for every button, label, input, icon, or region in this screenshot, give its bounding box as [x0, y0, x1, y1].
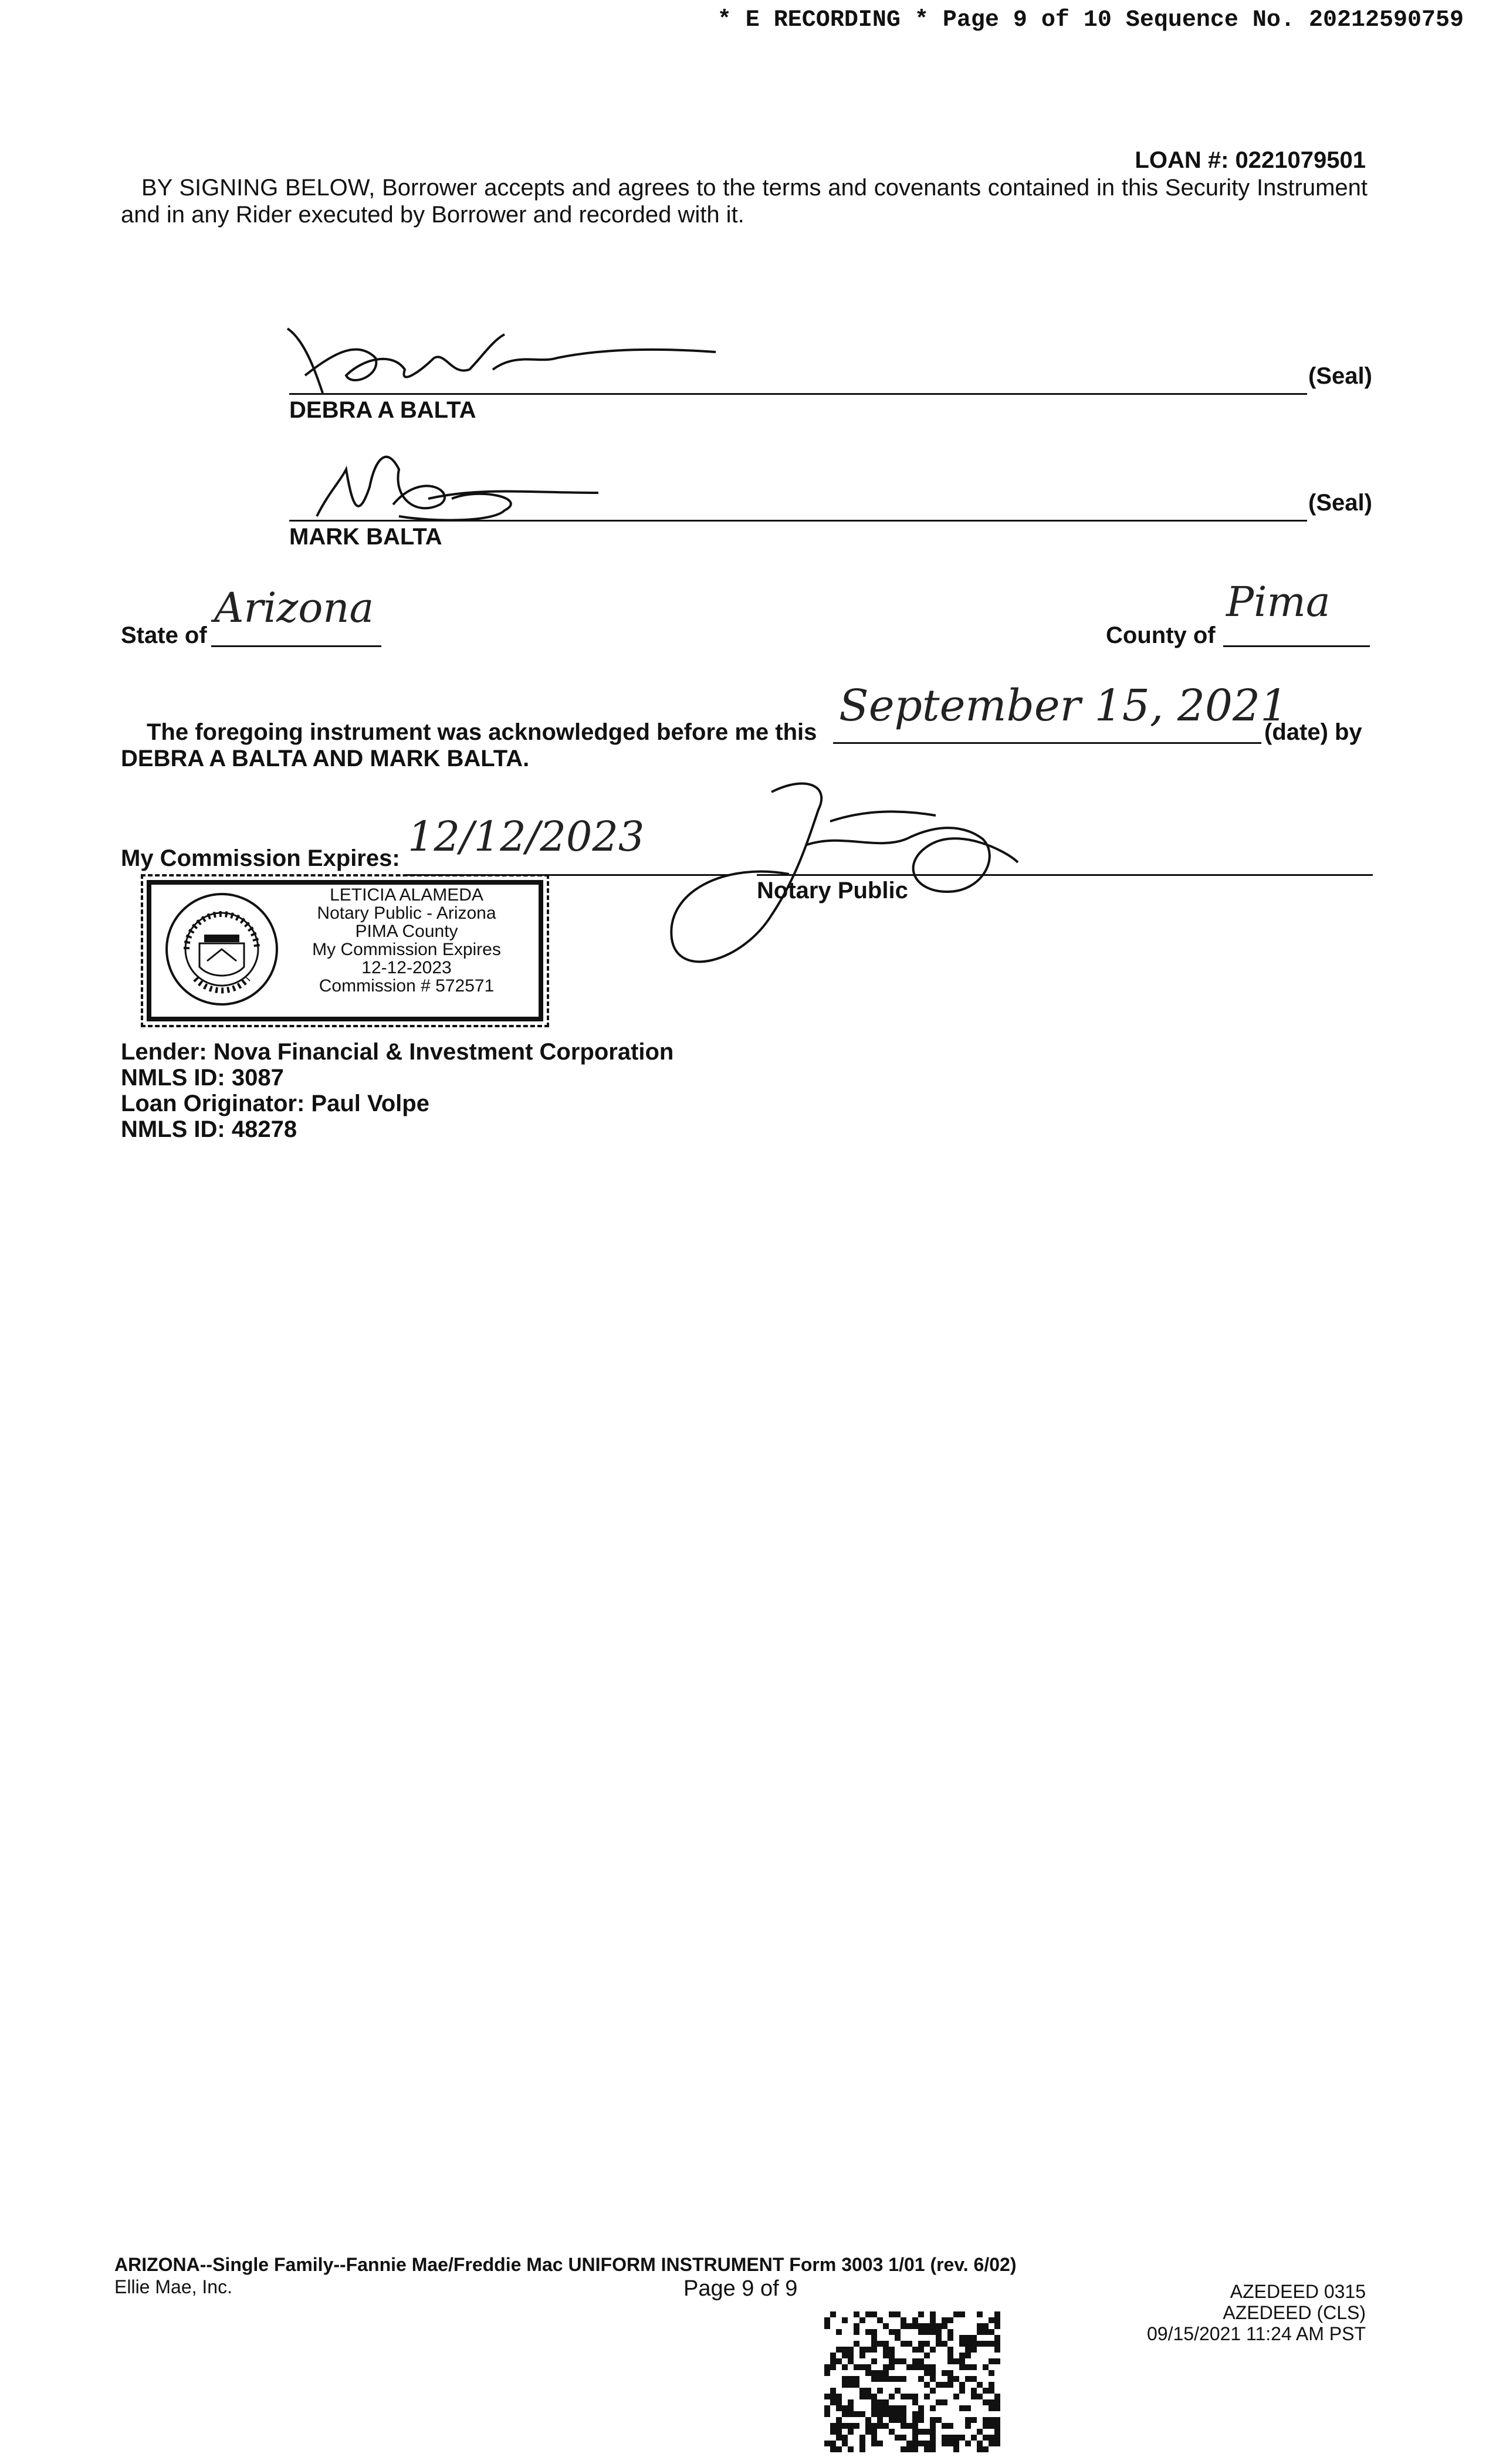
seal-label-2: (Seal) — [1308, 490, 1372, 516]
stamp-line-title: Notary Public - Arizona — [317, 903, 496, 923]
originator-nmls: NMLS ID: 48278 — [121, 1116, 297, 1142]
commission-value: 12/12/2023 — [408, 813, 645, 861]
stamp-line-county: PIMA County — [355, 922, 458, 941]
state-value: Arizona — [214, 584, 374, 632]
footer-vendor: Ellie Mae, Inc. — [114, 2276, 232, 2297]
lender-name: Lender: Nova Financial & Investment Corporation — [121, 1039, 674, 1065]
footer-page: Page 9 of 9 — [683, 2276, 798, 2301]
state-label: State of — [121, 622, 207, 648]
signature-line-2 — [289, 520, 1307, 522]
state-line — [211, 645, 381, 647]
ack-date-suffix: (date) by — [1264, 719, 1362, 745]
footer-code-2: AZEDEED (CLS) — [1223, 2302, 1366, 2323]
notary-public-label: Notary Public — [757, 878, 908, 903]
county-value: Pima — [1226, 578, 1331, 626]
arizona-seal-icon — [163, 891, 280, 1008]
ack-text: The foregoing instrument was acknowledged before me this — [147, 719, 817, 745]
footer-code-1: AZEDEED 0315 — [1230, 2281, 1366, 2302]
ack-names: DEBRA A BALTA AND MARK BALTA. — [121, 746, 530, 771]
recording-header: * E RECORDING * Page 9 of 10 Sequence No. 20212590759 — [717, 7, 1464, 33]
lender-nmls: NMLS ID: 3087 — [121, 1065, 284, 1091]
county-label: County of — [1106, 622, 1216, 648]
barcode-icon — [824, 2311, 1000, 2452]
ack-date-value: September 15, 2021 — [839, 681, 1288, 731]
signature-line-1 — [289, 393, 1307, 395]
loan-originator: Loan Originator: Paul Volpe — [121, 1091, 429, 1116]
stamp-line-expires-date: 12-12-2023 — [361, 958, 452, 977]
county-line — [1223, 645, 1370, 647]
footer-form-title: ARIZONA--Single Family--Fannie Mae/Freddie Mac UNIFORM INSTRUMENT Form 3003 1/01 (rev. 6/02) — [114, 2254, 1017, 2275]
signer-name-1: DEBRA A BALTA — [289, 397, 476, 423]
footer-timestamp: 09/15/2021 11:24 AM PST — [1147, 2323, 1366, 2344]
intro-paragraph: BY SIGNING BELOW, Borrower accepts and agrees to the terms and covenants contained in this Security Instrument and in any Rider executed by Borrower and recorded with it. — [121, 175, 1368, 228]
notary-stamp — [147, 880, 543, 1021]
stamp-line-name: LETICIA ALAMEDA — [330, 885, 483, 905]
commission-label: My Commission Expires: — [121, 845, 400, 871]
ack-date-line — [833, 742, 1261, 744]
stamp-line-expires-label: My Commission Expires — [312, 940, 501, 959]
stamp-line-commission: Commission # 572571 — [319, 976, 495, 996]
loan-number: LOAN #: 0221079501 — [1135, 147, 1366, 173]
signer-name-2: MARK BALTA — [289, 524, 442, 550]
seal-label-1: (Seal) — [1308, 363, 1372, 389]
